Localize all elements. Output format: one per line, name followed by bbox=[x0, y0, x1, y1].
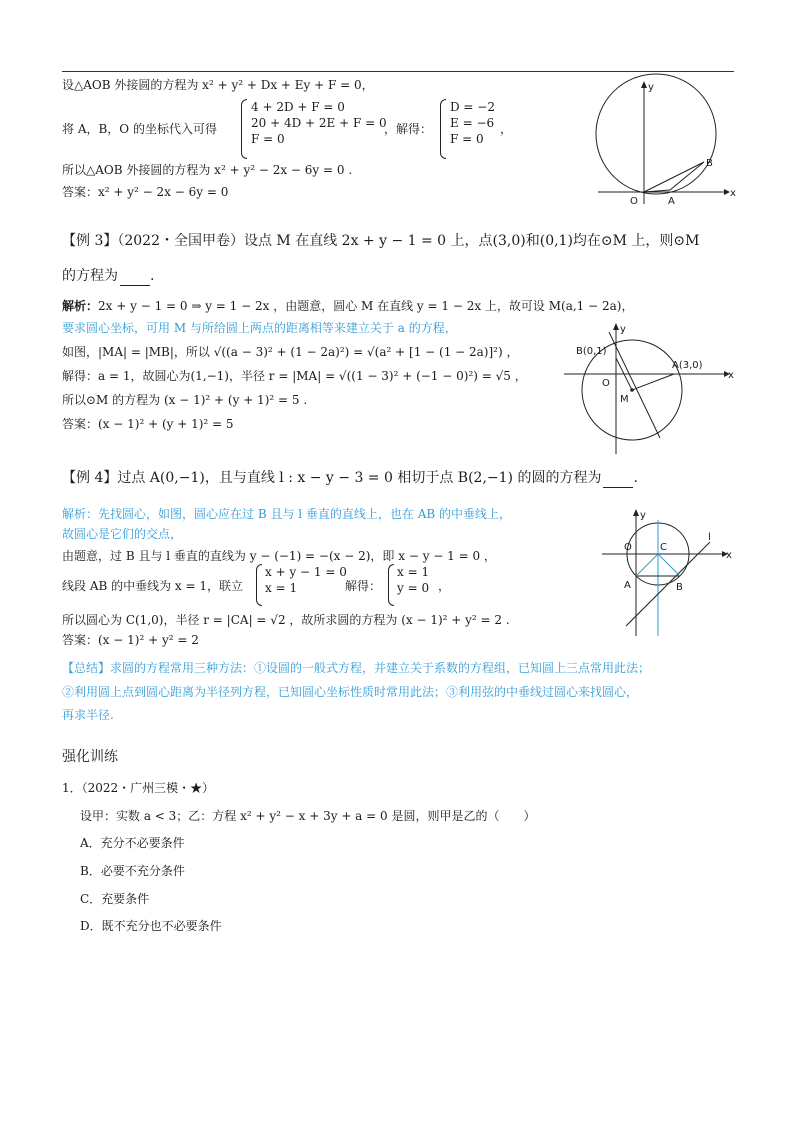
example-4-solution-line-4-post: ， bbox=[438, 579, 451, 593]
origin-label: O bbox=[630, 196, 638, 207]
example-4-answer: 答案：(x − 1)² + y² = 2 bbox=[62, 633, 199, 647]
option-c: C．充要条件 bbox=[80, 892, 150, 906]
system-eq: 4 + 2D + F = 0 bbox=[251, 100, 345, 114]
segment-cb bbox=[658, 554, 680, 576]
answer-blank bbox=[120, 271, 150, 286]
circumcircle bbox=[596, 74, 716, 194]
solution-eq: F = 0 bbox=[450, 132, 484, 146]
example-3-hint: 要求圆心坐标，可用 M 与所给圆上两点的距离相等来建立关于 a 的方程， bbox=[62, 321, 457, 335]
answer-blank bbox=[603, 473, 633, 488]
point-b-label: B bbox=[676, 582, 683, 593]
system-eq: 20 + 4D + 2E + F = 0 bbox=[251, 116, 387, 130]
center-m-dot bbox=[630, 388, 634, 392]
origin-label: O bbox=[624, 542, 632, 553]
system-brace-2 bbox=[256, 564, 262, 606]
example-4-solution-line-5: 所以圆心为 C(1,0)，半径 r = |CA| = √2 ，故所求圆的方程为 (x − 1)² + y² = 2 . bbox=[62, 613, 510, 627]
option-d: D．既不充分也不必要条件 bbox=[80, 919, 222, 933]
solution-text: 2x + y − 1 = 0 ⇒ y = 1 − 2x ，由题意，圆心 M 在直线 y = 1 − 2x 上，故可设 M(a,1 − 2a)， bbox=[98, 299, 634, 313]
top-line-2-prefix: 将 A，B，O 的坐标代入可得 bbox=[62, 122, 217, 136]
equation-system-1 bbox=[251, 99, 387, 147]
solution-brace-2 bbox=[388, 564, 394, 606]
solution-eq: E = −6 bbox=[450, 116, 495, 130]
summary-line-2: ②利用圆上点到圆心距离为半径列方程，已知圆心坐标性质时常用此法；③利用弦的中垂线过圆心来找圆心， bbox=[62, 685, 639, 699]
x-label: x bbox=[726, 550, 732, 561]
equation-system-2 bbox=[265, 564, 347, 596]
y-label: y bbox=[640, 510, 646, 521]
y-axis-arrow bbox=[641, 81, 647, 88]
y-label: y bbox=[620, 324, 626, 335]
system-eq: x + y − 1 = 0 bbox=[265, 565, 347, 579]
center-c-label: C bbox=[660, 542, 667, 553]
x-label: x bbox=[728, 370, 734, 381]
example-4-question bbox=[62, 468, 638, 488]
solution-eq: D = −2 bbox=[450, 100, 495, 114]
training-q1-body: 设甲：实数 a < 3；乙：方程 x² + y² − x + 3y + a = 0 是圆，则甲是乙的（ ） bbox=[80, 809, 536, 823]
segment-ca bbox=[636, 554, 658, 576]
line-l-label: l bbox=[708, 532, 711, 543]
example-4-solution-line-3: 由题意，过 B 且与 l 垂直的直线为 y − (−1) = −(x − 2)，即 x − y − 1 = 0 ， bbox=[62, 549, 496, 563]
example-3-solution-line-1 bbox=[62, 298, 633, 314]
example-4-solution-line-4-prefix: 线段 AB 的中垂线为 x = 1，联立 bbox=[62, 579, 244, 593]
training-q1-header: 1．（2022・广州三模・★） bbox=[62, 781, 215, 795]
question-text: 的方程为 bbox=[62, 268, 118, 284]
system-eq: F = 0 bbox=[251, 132, 285, 146]
top-line-1: 设△AOB 外接圆的方程为 x² + y² + Dx + Ey + F = 0， bbox=[62, 78, 374, 92]
summary-line-3: 再求半径. bbox=[62, 708, 114, 722]
solution-eq: x = 1 bbox=[397, 565, 430, 579]
y-axis-arrow bbox=[613, 323, 619, 330]
top-answer: 答案：x² + y² − 2x − 6y = 0 bbox=[62, 185, 229, 199]
solution-system-1 bbox=[450, 99, 495, 147]
point-a-label: A(3,0) bbox=[672, 360, 703, 371]
point-b-label: B(0,1) bbox=[576, 346, 607, 357]
point-a-label: A bbox=[624, 580, 631, 591]
question-end: . bbox=[633, 470, 638, 486]
figure-tangent-circle bbox=[596, 502, 734, 640]
example-3-answer: 答案：(x − 1)² + (y + 1)² = 5 bbox=[62, 417, 234, 431]
example-4-solution-line-4-mid: 解得： bbox=[345, 579, 382, 593]
example-3-question-line-1: 【例 3】（2022・全国甲卷）设点 M 在直线 2x + y − 1 = 0 上，点(3,0)和(0,1)均在⊙M 上，则⊙M bbox=[62, 233, 700, 249]
example-3-solution-line-3: 如图，|MA| = |MB|，所以 √((a − 3)² + (1 − 2a)²) = √(a² + [1 − (1 − 2a)]²) ， bbox=[62, 345, 519, 359]
point-a-label: A bbox=[668, 196, 675, 207]
y-axis-arrow bbox=[633, 509, 639, 516]
solution-brace bbox=[440, 99, 446, 159]
question-end: . bbox=[150, 268, 155, 284]
system-brace bbox=[241, 99, 247, 159]
example-4-solution-line-1: 解析：先找圆心，如图，圆心应在过 B 且与 l 垂直的直线上，也在 AB 的中垂线上， bbox=[62, 507, 512, 521]
example-4-solution-line-2: 故圆心是它们的交点， bbox=[62, 527, 183, 541]
summary-line-1: 【总结】求圆的方程常用三种方法：①设圆的一般式方程，并建立关于系数的方程组，已知圆上三点常用此法； bbox=[62, 661, 651, 675]
line-2x-y-1 bbox=[609, 332, 660, 438]
training-heading: 强化训练 bbox=[62, 749, 118, 765]
figure-circle-m bbox=[554, 316, 734, 460]
solution-eq: y = 0 bbox=[397, 581, 430, 595]
top-line-2-mid: ，解得： bbox=[384, 122, 433, 136]
x-label: x bbox=[730, 188, 736, 199]
example-3-solution-line-5: 所以⊙M 的方程为 (x − 1)² + (y + 1)² = 5 . bbox=[62, 393, 308, 407]
point-m-label: M bbox=[620, 394, 629, 405]
triangle-aob bbox=[644, 162, 704, 192]
system-eq: x = 1 bbox=[265, 581, 298, 595]
example-3-solution-line-4: 解得：a = 1，故圆心为(1,−1)，半径 r = |MA| = √((1 − 3)² + (−1 − 0)²) = √5 ， bbox=[62, 369, 527, 383]
solution-system-2 bbox=[397, 564, 429, 596]
figure-circle-aob bbox=[590, 76, 734, 208]
solution-label: 解析： bbox=[62, 299, 99, 313]
header-rule bbox=[62, 71, 734, 72]
origin-label: O bbox=[602, 378, 610, 389]
question-text: 【例 4】过点 A(0,−1)，且与直线 l : x − y − 3 = 0 相切于点 B(2,−1) 的圆的方程为 bbox=[62, 470, 602, 486]
option-a: A．充分不必要条件 bbox=[80, 836, 185, 850]
segment-ma bbox=[632, 374, 674, 390]
tangent-line-l bbox=[626, 542, 710, 626]
top-line-3: 所以△AOB 外接圆的方程为 x² + y² − 2x − 6y = 0 . bbox=[62, 163, 353, 177]
y-label: y bbox=[648, 82, 654, 93]
option-b: B．必要不充分条件 bbox=[80, 864, 185, 878]
point-b-label: B bbox=[706, 158, 713, 169]
example-3-question-line-2 bbox=[62, 266, 154, 286]
top-line-2-post: ， bbox=[500, 122, 513, 136]
